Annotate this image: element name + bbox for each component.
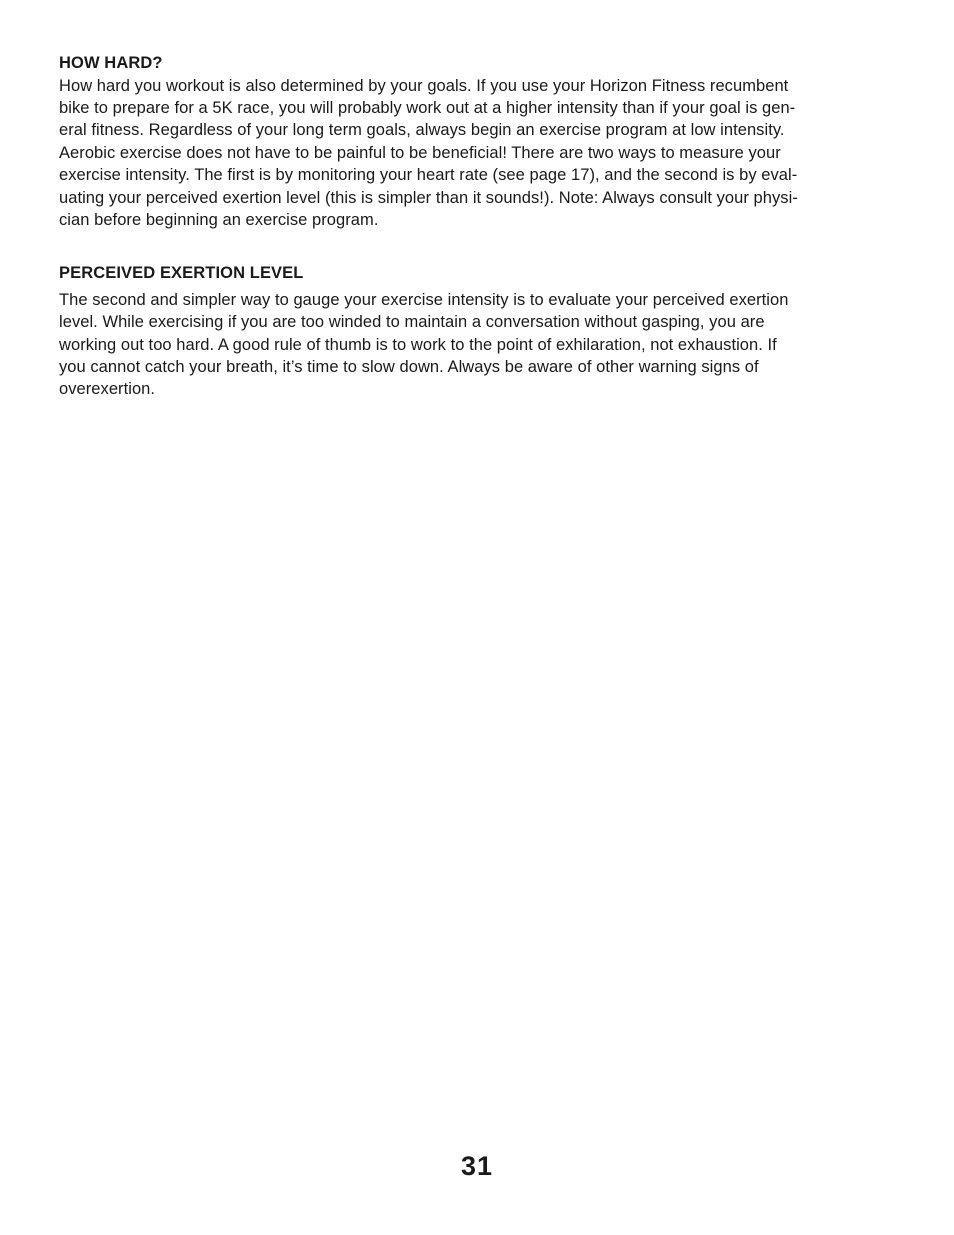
body-line: The second and simpler way to gauge your exercise intensity is to evaluate your perceived exertion (59, 290, 789, 309)
section-heading: HOW HARD? (59, 54, 163, 72)
body-line: How hard you workout is also determined by your goals. If you use your Horizon Fitness recumbent (59, 76, 789, 95)
page-content (59, 52, 901, 432)
body-line: overexertion. (59, 380, 156, 399)
body-line: Aerobic exercise does not have to be painful to be beneficial! There are two ways to measure your (59, 143, 781, 162)
body-line: eral fitness. Regardless of your long term goals, always begin an exercise program at low intensity. (59, 121, 785, 140)
body-line: working out too hard. A good rule of thumb is to work to the point of exhilaration, not exhaustion. If (59, 335, 777, 354)
body-line: exercise intensity. The first is by monitoring your heart rate (see page 17), and the second is by eval- (59, 166, 798, 185)
section-body (59, 75, 901, 232)
section-heading: PERCEIVED EXERTION LEVEL (59, 264, 304, 283)
body-line: you cannot catch your breath, it’s time to slow down. Always be aware of other warning signs of (59, 358, 759, 377)
body-line: level. While exercising if you are too winded to maintain a conversation without gasping, you are (59, 313, 765, 332)
body-line: bike to prepare for a 5K race, you will probably work out at a higher intensity than if your goal is gen- (59, 98, 796, 117)
page-number: 31 (460, 1151, 494, 1181)
body-line: cian before beginning an exercise program. (59, 210, 379, 229)
section-body (59, 289, 901, 401)
section-perceived-exertion (59, 262, 901, 401)
section-how-hard (59, 52, 901, 231)
body-line: uating your perceived exertion level (this is simpler than it sounds!). Note: Always consult your physi- (59, 188, 798, 207)
